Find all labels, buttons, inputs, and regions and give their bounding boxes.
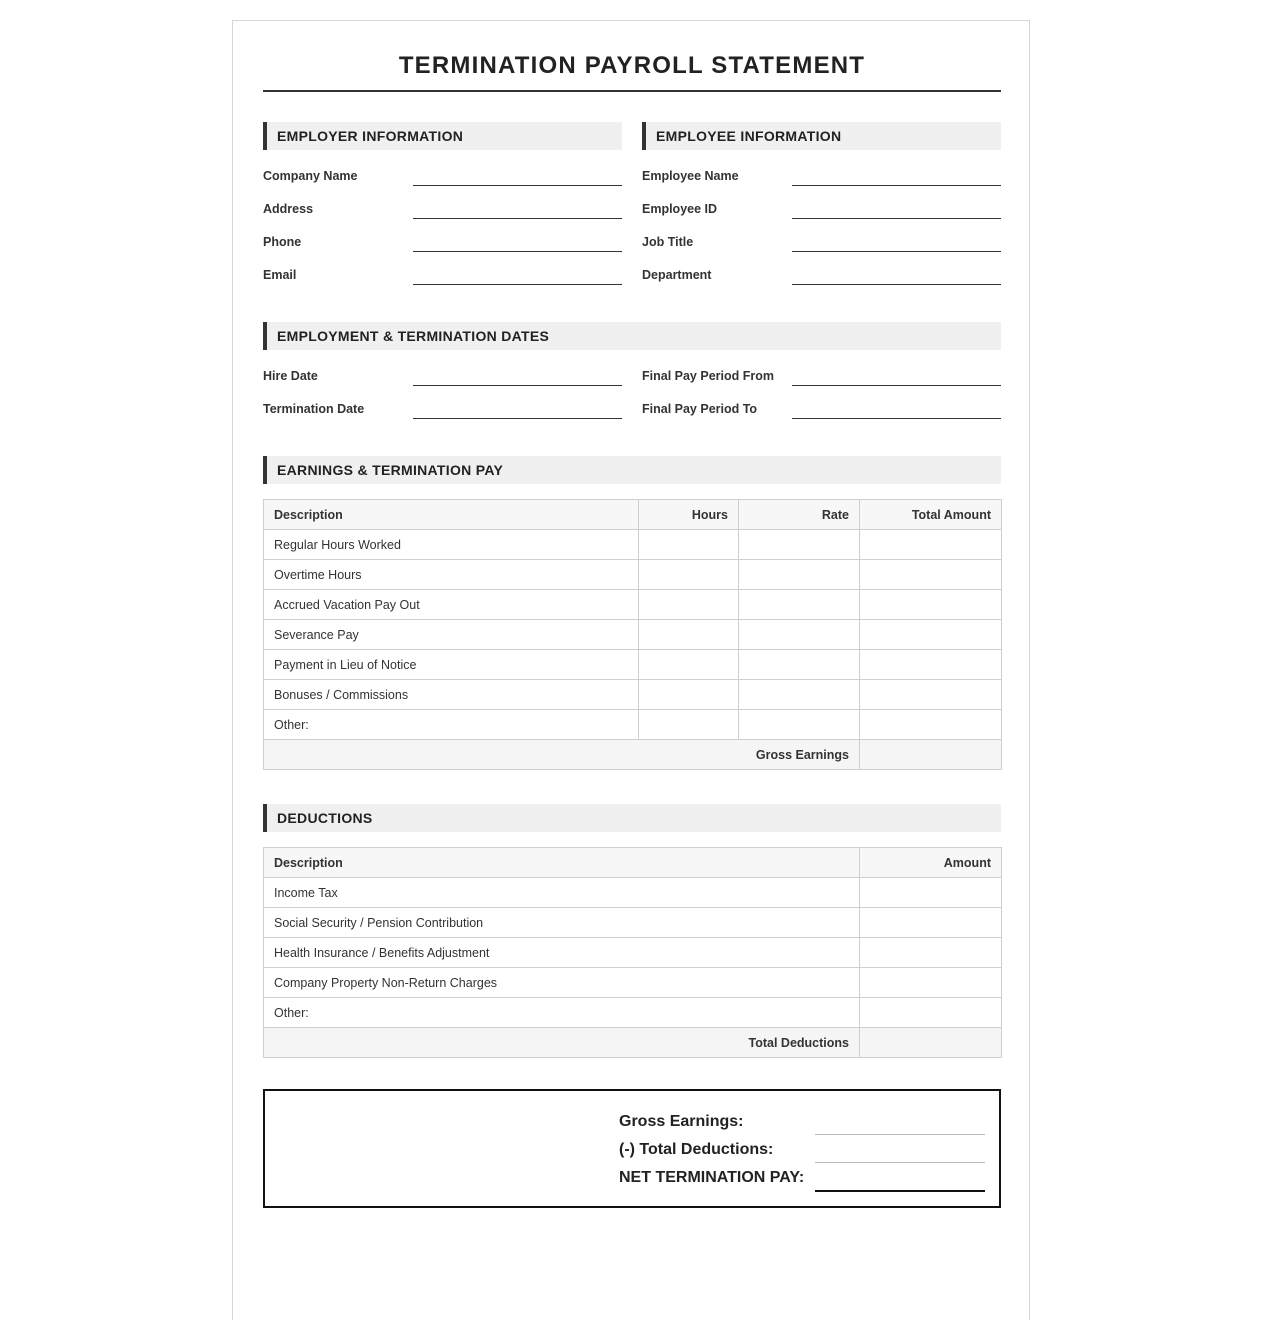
field-label: Final Pay Period From [642,369,774,383]
rate-cell[interactable] [739,680,860,710]
earnings-table [263,499,1002,770]
field-line[interactable] [413,284,622,285]
rate-cell[interactable] [739,620,860,650]
summary-net-line[interactable] [815,1190,985,1192]
rate-cell[interactable] [739,710,860,740]
company-name-field[interactable] [263,162,622,186]
gross-earnings-label: Gross Earnings [264,740,860,770]
table-row [264,560,1002,590]
row-description: Income Tax [264,878,860,908]
row-description: Other: [264,710,639,740]
total-deductions-amount-cell[interactable] [860,1028,1002,1058]
table-row [264,620,1002,650]
row-description: Overtime Hours [264,560,639,590]
column-header-description: Description [264,848,860,878]
amount-cell[interactable] [860,998,1002,1028]
column-header-total-amount: Total Amount [860,500,1002,530]
rate-cell[interactable] [739,650,860,680]
hours-cell[interactable] [639,650,739,680]
gross-earnings-amount-cell[interactable] [860,740,1002,770]
summary-net-label: NET TERMINATION PAY: [619,1169,805,1186]
field-label: Address [263,202,314,216]
final-pay-period-from-field[interactable] [642,362,1001,386]
field-line[interactable] [792,418,1001,419]
rate-cell[interactable] [739,560,860,590]
rate-cell[interactable] [739,530,860,560]
field-line[interactable] [413,218,622,219]
summary-deductions-row [619,1135,985,1163]
row-description: Payment in Lieu of Notice [264,650,639,680]
amount-cell[interactable] [860,620,1002,650]
field-label: Termination Date [263,402,365,416]
row-description: Health Insurance / Benefits Adjustment [264,938,860,968]
row-description: Bonuses / Commissions [264,680,639,710]
employer-section-header: EMPLOYER INFORMATION [263,122,622,150]
amount-cell[interactable] [860,878,1002,908]
total-deductions-row [264,1028,1002,1058]
deductions-section-header: DEDUCTIONS [263,804,1001,832]
amount-cell[interactable] [860,560,1002,590]
column-header-hours: Hours [639,500,739,530]
column-header-description: Description [264,500,639,530]
table-header-row [264,848,1002,878]
hours-cell[interactable] [639,710,739,740]
department-field[interactable] [642,261,1001,285]
row-description: Company Property Non-Return Charges [264,968,860,998]
field-line[interactable] [413,385,622,386]
gross-earnings-row [264,740,1002,770]
table-row [264,998,1002,1028]
amount-cell[interactable] [860,710,1002,740]
table-header-row [264,500,1002,530]
table-row [264,710,1002,740]
earnings-section-header: EARNINGS & TERMINATION PAY [263,456,1001,484]
document-title: TERMINATION PAYROLL STATEMENT [263,21,1001,92]
field-label: Department [642,268,712,282]
field-line[interactable] [792,185,1001,186]
field-label: Final Pay Period To [642,402,758,416]
table-row [264,878,1002,908]
hours-cell[interactable] [639,560,739,590]
deductions-table [263,847,1002,1058]
field-label: Employee ID [642,202,718,216]
field-line[interactable] [413,251,622,252]
column-header-amount: Amount [860,848,1002,878]
rate-cell[interactable] [739,590,860,620]
table-row [264,680,1002,710]
table-row [264,650,1002,680]
row-description: Other: [264,998,860,1028]
employee-name-field[interactable] [642,162,1001,186]
address-field[interactable] [263,195,622,219]
field-line[interactable] [413,418,622,419]
hours-cell[interactable] [639,620,739,650]
amount-cell[interactable] [860,590,1002,620]
summary-deductions-label: (-) Total Deductions: [619,1141,774,1158]
summary-gross-row [619,1107,985,1135]
row-description: Severance Pay [264,620,639,650]
amount-cell[interactable] [860,680,1002,710]
field-label: Job Title [642,235,694,249]
field-label: Hire Date [263,369,318,383]
document-content [263,21,1001,1186]
document-page [232,20,1030,1320]
row-description: Social Security / Pension Contribution [264,908,860,938]
field-line[interactable] [792,251,1001,252]
field-label: Company Name [263,169,358,183]
row-description: Accrued Vacation Pay Out [264,590,639,620]
amount-cell[interactable] [860,968,1002,998]
hours-cell[interactable] [639,590,739,620]
hours-cell[interactable] [639,680,739,710]
table-row [264,530,1002,560]
field-line[interactable] [792,385,1001,386]
field-label: Employee Name [642,169,739,183]
column-header-rate: Rate [739,500,860,530]
amount-cell[interactable] [860,938,1002,968]
field-label: Phone [263,235,302,249]
job-title-field[interactable] [642,228,1001,252]
total-deductions-label: Total Deductions [264,1028,860,1058]
employee-section-header: EMPLOYEE INFORMATION [642,122,1001,150]
field-line[interactable] [413,185,622,186]
email-field[interactable] [263,261,622,285]
table-row [264,938,1002,968]
amount-cell[interactable] [860,530,1002,560]
final-pay-period-to-field[interactable] [642,395,1001,419]
hours-cell[interactable] [639,530,739,560]
amount-cell[interactable] [860,908,1002,938]
termination-date-field[interactable] [263,395,622,419]
field-line[interactable] [792,218,1001,219]
summary-net-row [619,1163,985,1191]
amount-cell[interactable] [860,650,1002,680]
field-line[interactable] [792,284,1001,285]
table-row [264,968,1002,998]
net-pay-summary-box [263,1089,1001,1208]
phone-field[interactable] [263,228,622,252]
hire-date-field[interactable] [263,362,622,386]
summary-gross-label: Gross Earnings: [619,1113,744,1130]
row-description: Regular Hours Worked [264,530,639,560]
dates-section-header: EMPLOYMENT & TERMINATION DATES [263,322,1001,350]
table-row [264,590,1002,620]
employee-id-field[interactable] [642,195,1001,219]
table-row [264,908,1002,938]
field-label: Email [263,268,297,282]
